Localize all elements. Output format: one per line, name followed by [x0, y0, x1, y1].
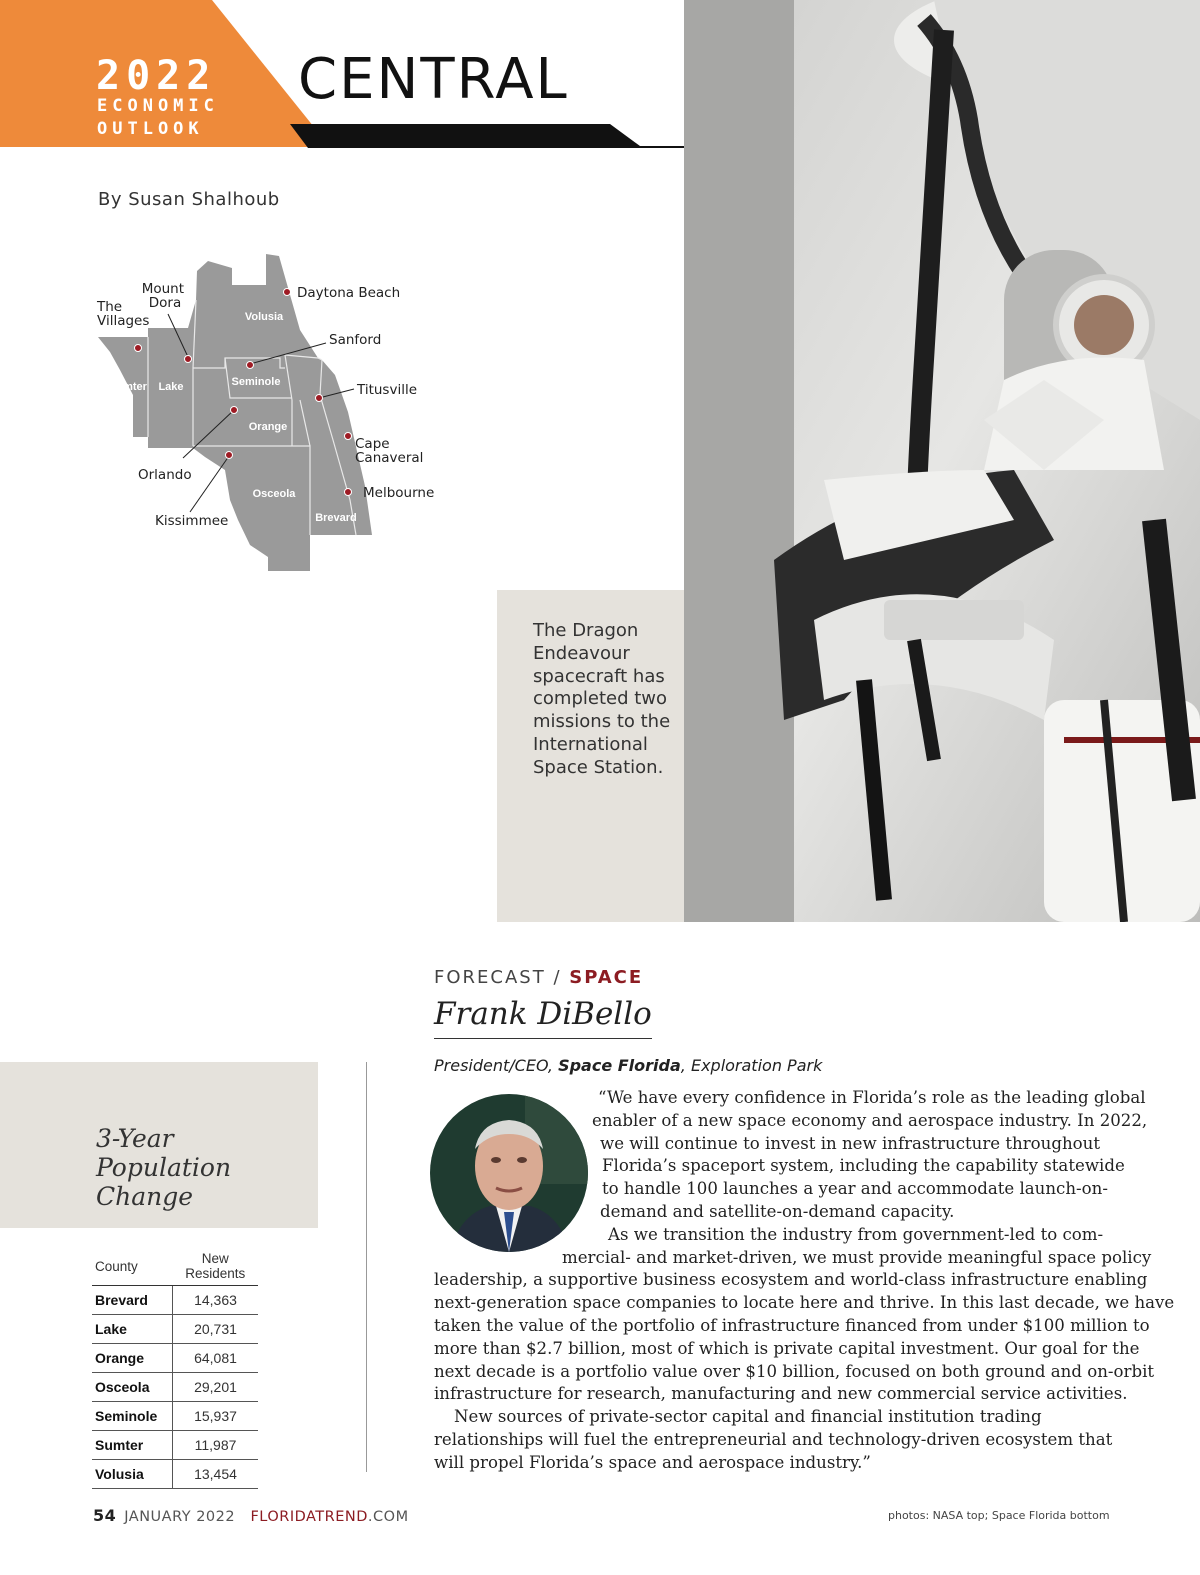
county-cell: Volusia — [92, 1460, 173, 1489]
table-row — [92, 1402, 258, 1431]
county-cell: Brevard — [92, 1286, 173, 1315]
residents-cell: 14,363 — [173, 1286, 259, 1315]
central-florida-map — [60, 240, 480, 580]
population-title-line: 3-Year — [96, 1124, 174, 1153]
quote-line: next decade is a portfolio value over $10 billion, focused on both ground and on-orbit — [434, 1361, 1155, 1381]
city-label-melbourne: Melbourne — [363, 485, 435, 501]
quote-line: infrastructure for research, manufacturing and new commercial service activities. — [434, 1384, 1128, 1404]
table-row — [92, 1460, 258, 1489]
city-dot-mount-dora — [185, 356, 192, 363]
site-link[interactable] — [250, 1509, 408, 1525]
city-label-orlando: Orlando — [138, 467, 192, 483]
header-subtitle-economic: ECONOMIC — [97, 96, 219, 116]
column-divider — [366, 1062, 367, 1472]
table-row — [92, 1315, 258, 1344]
quote-line: enabler of a new space economy and aerospace industry. In 2022, — [592, 1110, 1148, 1130]
residents-cell: 15,937 — [173, 1402, 259, 1431]
residents-cell: 11,987 — [173, 1431, 259, 1460]
astronaut-photo — [684, 0, 1200, 922]
quote-line: relationships will fuel the entrepreneurial and technology-driven ecosystem that — [434, 1429, 1113, 1449]
table-row — [92, 1373, 258, 1402]
county-label-sumter: Sumter — [109, 381, 147, 393]
person-name: Frank DiBello — [434, 996, 652, 1039]
city-label-kissimmee: Kissimmee — [155, 513, 229, 529]
county-label-lake: Lake — [158, 381, 184, 393]
population-title-line: Population — [96, 1153, 232, 1182]
quote-line: next-generation space companies to locate here and thrive. In this last decade, we have — [434, 1293, 1175, 1313]
person-title-suffix: , Exploration Park — [680, 1056, 823, 1075]
city-label-titusville: Titusville — [357, 382, 418, 398]
site-name: FLORIDATREND — [250, 1509, 368, 1525]
forecast-section: FORECAST — [434, 967, 546, 988]
county-cell: Orange — [92, 1344, 173, 1373]
quote-line: New sources of private-sector capital and financial institution trading — [454, 1407, 1042, 1427]
quote-line: more than $2.7 billion, most of which is private capital investment. Our goal for the — [434, 1338, 1140, 1358]
site-suffix: .COM — [367, 1509, 409, 1525]
table-row — [92, 1286, 258, 1315]
header-region: CENTRAL — [298, 47, 569, 112]
quote-line: will propel Florida’s space and aerospace industry.” — [434, 1452, 871, 1472]
county-label-osceola: Osceola — [252, 488, 296, 500]
photo-caption: The Dragon Endeavour spacecraft has completed two missions to the International Space Station. — [533, 620, 671, 778]
county-label-volusia: Volusia — [244, 311, 284, 323]
county-cell: Sumter — [92, 1431, 173, 1460]
quote-text — [434, 1087, 1175, 1475]
population-title — [96, 1124, 231, 1211]
issue-date: JANUARY 2022 — [124, 1509, 236, 1525]
city-dot-cape-canaveral — [345, 433, 352, 440]
quote-line: taken the value of the portfolio of infrastructure financed from under $100 million to — [434, 1315, 1150, 1335]
city-dot-orlando — [231, 407, 238, 414]
byline: By Susan Shalhoub — [98, 189, 280, 210]
forecast-label — [434, 967, 643, 988]
forecast-category: SPACE — [569, 967, 644, 988]
county-cell: Seminole — [92, 1402, 173, 1431]
city-dot-daytona-beach — [284, 289, 291, 296]
county-cell: Osceola — [92, 1373, 173, 1402]
quote-line: leadership, a supportive business ecosystem and world-class infrastructure enabling — [434, 1270, 1148, 1290]
header-subtitle-outlook: OUTLOOK — [97, 119, 204, 139]
table-row — [92, 1344, 258, 1373]
header-swoosh — [290, 124, 685, 148]
quote-line: we will continue to invest in new infrastructure throughout — [600, 1133, 1101, 1153]
county-label-seminole: Seminole — [231, 376, 281, 388]
quote-line: Florida’s spaceport system, including the capability statewide — [602, 1156, 1125, 1176]
county-label-orange: Orange — [248, 421, 288, 433]
person-title-prefix: President/CEO, — [434, 1056, 559, 1075]
city-dot-titusville — [316, 395, 323, 402]
city-label-cape-canaveral: Cape Canaveral — [355, 436, 424, 466]
residents-cell: 20,731 — [173, 1315, 259, 1344]
quote-line: to handle 100 launches a year and accommodate launch-on- — [602, 1179, 1108, 1199]
city-dot-melbourne — [345, 489, 352, 496]
quote-line: demand and satellite-on-demand capacity. — [600, 1201, 955, 1221]
city-label-daytona-beach: Daytona Beach — [297, 285, 401, 301]
residents-cell: 13,454 — [173, 1460, 259, 1489]
population-table — [92, 1247, 258, 1489]
city-label-sanford: Sanford — [329, 332, 382, 348]
city-dot-sanford — [247, 362, 254, 369]
city-dot-kissimmee — [226, 452, 233, 459]
person-title-org: Space Florida — [558, 1056, 681, 1075]
person-title — [434, 1056, 822, 1075]
column-header-new-residents: New Residents — [173, 1247, 259, 1286]
quote-line: “We have every confidence in Florida’s role as the leading global — [598, 1088, 1146, 1107]
county-cell: Lake — [92, 1315, 173, 1344]
population-title-line: Change — [96, 1182, 194, 1211]
quote-line: mercial- and market-driven, we must provide meaningful space policy — [562, 1247, 1152, 1267]
column-header-county: County — [92, 1247, 173, 1286]
city-label-mount-dora: Mount Dora — [141, 281, 185, 311]
city-dot-the-villages — [135, 345, 142, 352]
forecast-separator: / — [545, 967, 570, 988]
residents-cell: 29,201 — [173, 1373, 259, 1402]
city-label-the-villages: The Villages — [97, 299, 150, 329]
quote-line: As we transition the industry from government-led to com- — [608, 1224, 1104, 1244]
page-number: 54 — [93, 1506, 117, 1525]
header-year: 2022 — [96, 53, 217, 99]
table-row — [92, 1431, 258, 1460]
county-label-brevard: Brevard — [315, 512, 357, 524]
residents-cell: 64,081 — [173, 1344, 259, 1373]
page-footer — [93, 1506, 409, 1525]
photo-credits: photos: NASA top; Space Florida bottom — [888, 1509, 1110, 1522]
